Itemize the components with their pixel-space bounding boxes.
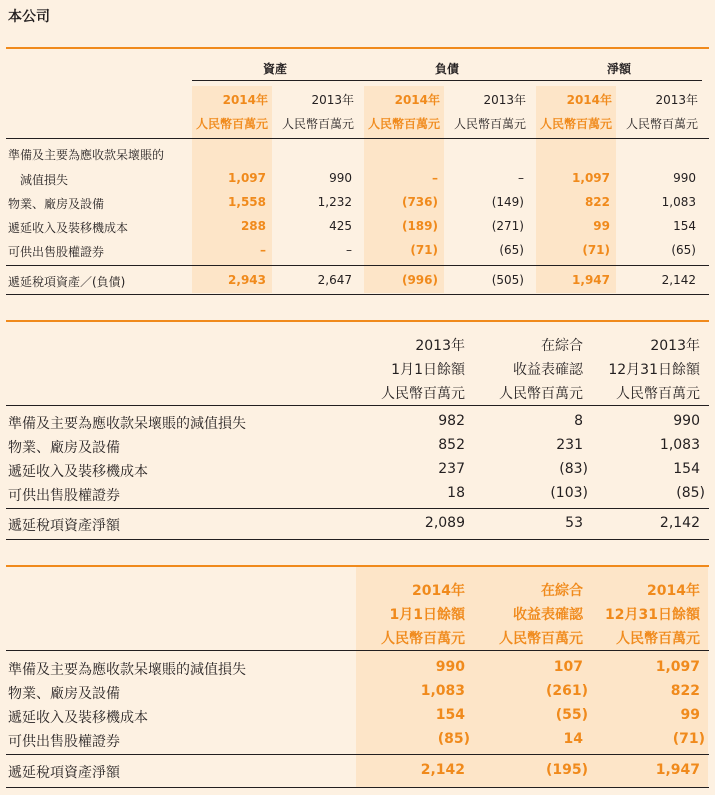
table3-cell: 154 [435,707,465,723]
table2-row-label: 可供出售股權證券 [8,488,120,504]
table3-total-cell: 2,142 [420,762,465,778]
table1-total-cell: 2,142 [661,273,696,287]
table2-cell: 231 [556,437,583,453]
table1-unit-header: 人民幣百萬元 [539,117,612,131]
table1-group-assets: 資產 [262,62,287,76]
table2-header-rule [6,405,709,406]
table2-bottom-rule [6,539,709,540]
table1-cell: 425 [329,219,352,233]
table2-header: 人民幣百萬元 [616,386,700,402]
table3-row-label: 遞延收入及裝移機成本 [8,710,148,726]
table1-row-label: 可供出售股權證券 [8,245,105,259]
table3-header: 2014年 [412,583,465,599]
table1-total-cell: (505) [491,273,524,287]
table3-header: 收益表確認 [513,607,583,623]
table3-cell: (85) [437,731,470,747]
table1-bottom-rule [6,294,709,295]
table2-header: 12月31日餘額 [608,362,700,378]
table1-unit-header: 人民幣百萬元 [195,117,268,131]
table1-cell: 822 [584,195,610,209]
table1-total-rule [6,265,709,266]
table2-cell: 852 [438,437,465,453]
table3-cell: (71) [672,731,705,747]
table1-year-header: 2013年 [483,93,526,107]
table1-cell: 1,097 [572,171,610,185]
table2-cell: 8 [574,413,583,429]
table3-total-label: 遞延稅項資產淨額 [8,765,120,781]
table1-cell: 990 [673,171,696,185]
table3-header: 1月1日餘額 [389,607,465,623]
table1-cell: 990 [329,171,352,185]
table2-header: 在綜合 [541,338,583,354]
table3-header: 人民幣百萬元 [616,631,700,647]
table3-header: 12月31日餘額 [605,607,700,623]
table1-cell: (71) [582,243,610,257]
table1-year-header: 2014年 [566,93,612,107]
table3-row-label: 可供出售股權證券 [8,734,120,750]
table2-cell: (103) [550,485,588,501]
table1-row-label: 減值損失 [20,173,69,187]
table1-row-label: 準備及主要為應收款呆壞賬的 [8,148,165,162]
table1-cell: 288 [240,219,266,233]
table1-cell: 154 [673,219,696,233]
table2-header: 2013年 [650,338,700,354]
table1-cell: (736) [401,195,438,209]
table1-group-net: 淨額 [606,62,631,76]
table1-top-rule [6,47,709,49]
table2-row-label: 物業、廠房及設備 [8,440,120,456]
table1-cell: 1,232 [317,195,352,209]
table1-cell: – [518,171,524,185]
table1-total-label: 遞延稅項資產／(負債) [8,275,126,289]
table1-total-cell: 2,647 [317,273,352,287]
table1-group-rule [192,80,702,81]
table1-cell: 1,083 [661,195,696,209]
table3-header: 在綜合 [541,583,583,599]
table1-cell: – [260,243,266,257]
table1-year-header: 2014年 [222,93,268,107]
table1-group-liabilities: 負債 [434,62,459,76]
table1-unit-header: 人民幣百萬元 [453,117,526,131]
table3-cell: 1,083 [420,683,465,699]
table1-cell: (149) [491,195,524,209]
table1-cell: 1,558 [228,195,266,209]
table1-cell: (271) [491,219,524,233]
table3-cell: (55) [555,707,588,723]
table1-year-header: 2014年 [394,93,440,107]
table3-cell: 107 [553,659,583,675]
table3-total-cell: 1,947 [655,762,700,778]
table3-cell: 822 [670,683,700,699]
table2-cell: 1,083 [659,437,700,453]
table2-total-rule [6,508,709,509]
table3-bottom-rule [6,787,709,788]
table3-header-rule [6,650,709,651]
table2-total-cell: 53 [565,515,583,531]
table2-total-cell: 2,142 [659,515,700,531]
table2-header: 1月1日餘額 [391,362,465,378]
table1-unit-header: 人民幣百萬元 [281,117,354,131]
table1-unit-header: 人民幣百萬元 [367,117,440,131]
table2-cell: 982 [438,413,465,429]
table2-top-rule [6,320,709,322]
table2-total-cell: 2,089 [424,515,465,531]
table2-row-label: 遞延收入及裝移機成本 [8,464,148,480]
table2-header: 人民幣百萬元 [381,386,465,402]
table1-year-header: 2013年 [655,93,698,107]
table2-cell: (83) [559,461,588,477]
table2-row-label: 準備及主要為應收款呆壞賬的減值損失 [8,416,246,432]
table3-total-cell: (195) [545,762,588,778]
table1-cell: (65) [499,243,524,257]
table3-row-label: 物業、廠房及設備 [8,686,120,702]
table2-cell: 237 [438,461,465,477]
table3-cell: 99 [680,707,700,723]
table2-header: 2013年 [415,338,465,354]
table1-header-rule [6,138,709,139]
table2-cell: 18 [447,485,465,501]
table2-header: 收益表確認 [513,362,583,378]
table2-cell: (85) [676,485,705,501]
table1-row-label: 遞延收入及裝移機成本 [8,221,129,235]
table2-cell: 154 [673,461,700,477]
table1-row-label: 物業、廠房及設備 [8,197,105,211]
table3-cell: (261) [545,683,588,699]
table1-total-cell: (996) [401,273,438,287]
table1-year-header: 2013年 [311,93,354,107]
table3-row-label: 準備及主要為應收款呆壞賬的減值損失 [8,662,246,678]
table3-header: 人民幣百萬元 [499,631,583,647]
table1-cell: (71) [410,243,438,257]
table3-header: 2014年 [647,583,700,599]
table1-cell: 1,097 [228,171,266,185]
section-title: 本公司 [8,9,50,25]
table2-total-label: 遞延稅項資產淨額 [8,518,120,534]
table1-unit-header: 人民幣百萬元 [625,117,698,131]
table3-total-rule [6,754,709,755]
table1-cell: 99 [593,219,610,233]
table1-cell: (65) [671,243,696,257]
table1-cell: – [346,243,352,257]
table3-header: 人民幣百萬元 [381,631,465,647]
table3-cell: 990 [435,659,465,675]
table2-cell: 990 [673,413,700,429]
table1-cell: – [432,171,438,185]
table3-cell: 1,097 [655,659,700,675]
table3-cell: 14 [563,731,583,747]
table2-header: 人民幣百萬元 [499,386,583,402]
table1-total-cell: 2,943 [228,273,266,287]
table1-total-cell: 1,947 [572,273,610,287]
table1-cell: (189) [401,219,438,233]
